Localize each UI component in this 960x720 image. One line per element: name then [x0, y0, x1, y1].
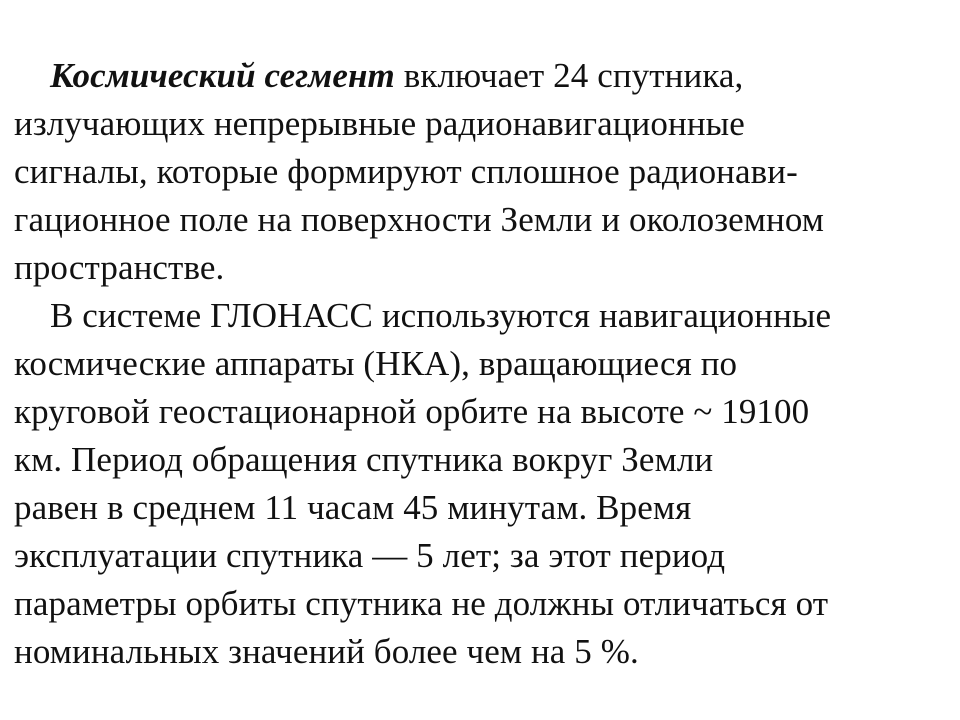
paragraph-2-line-8: номинальных значений более чем на 5 %. [14, 632, 639, 671]
paragraph-2-line-4: км. Период обращения спутника вокруг Земли [14, 440, 714, 479]
paragraph-2-line-2: космические аппараты (НКА), вращающиеся по [14, 344, 738, 383]
paragraph-2-line-1: В системе ГЛОНАСС используются навигационные [50, 296, 832, 335]
term-space-segment: Космический сегмент [50, 56, 395, 95]
paragraph-2-line-6: эксплуатации спутника — 5 лет; за этот период [14, 536, 726, 575]
paragraph-2-line-3: круговой геостационарной орбите на высоте ~ 19100 [14, 392, 810, 431]
paragraph-1-line-1-rest: включает 24 спутника, [394, 56, 744, 95]
paragraph-1-line-1 [50, 56, 743, 96]
paragraph-2-line-5: равен в среднем 11 часам 45 минутам. Время [14, 488, 692, 527]
paragraph-1-line-5: пространстве. [14, 248, 225, 287]
paragraph-1-line-2: излучающих непрерывные радионавигационные [14, 104, 745, 143]
paragraph-1-line-4: гационное поле на поверхности Земли и околоземном [14, 200, 825, 239]
paragraph-1-line-3: сигналы, которые формируют сплошное радионави- [14, 152, 798, 191]
paragraph-2-line-7: параметры орбиты спутника не должны отличаться от [14, 584, 829, 623]
